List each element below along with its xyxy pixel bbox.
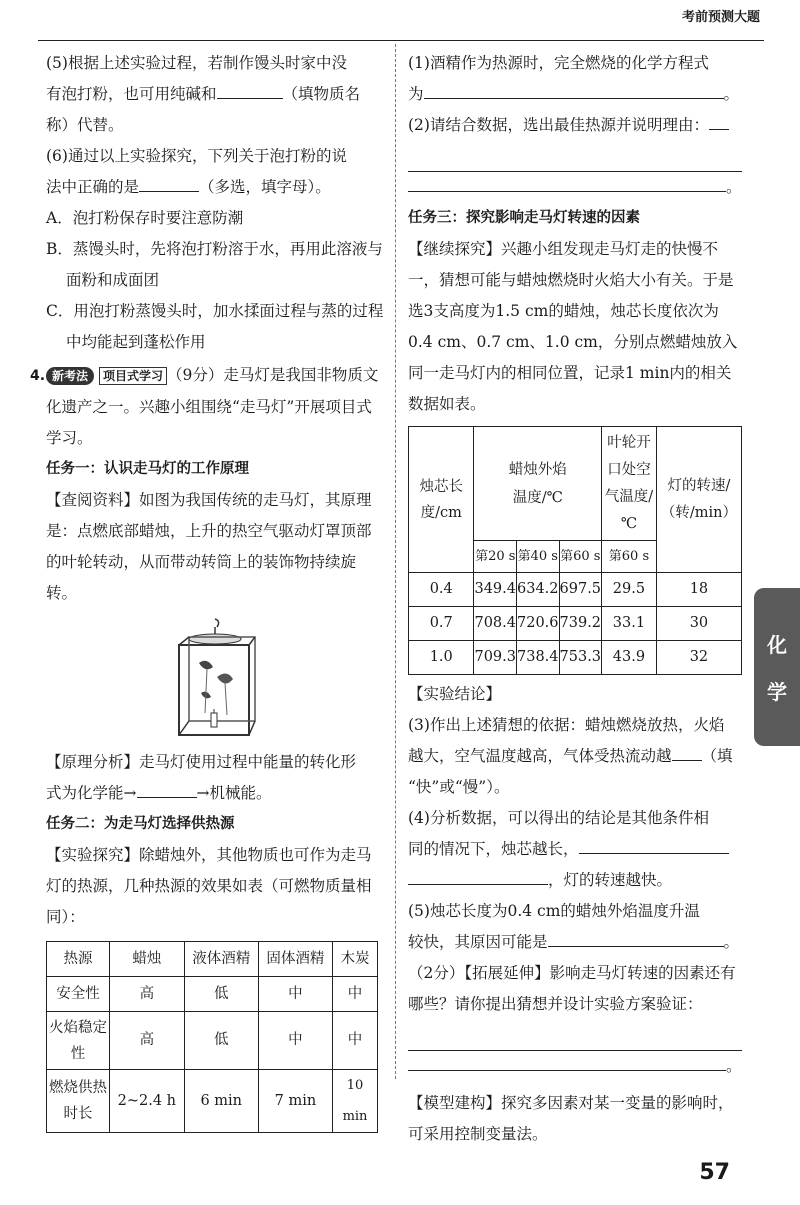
table-cell: 2~2.4 h <box>110 1070 185 1133</box>
table-header-cell: 第60 s <box>602 541 657 573</box>
r2-line1: (2)请结合数据，选出最佳热源并说明理由： <box>408 110 742 141</box>
table-cell: 32 <box>656 641 741 675</box>
answer-line[interactable] <box>408 141 742 172</box>
q6-line1: (6)通过以上实验探究，下列关于泡打粉的说 <box>46 147 347 165</box>
answer-blank[interactable] <box>548 928 724 947</box>
q6-line2: 法中正确的是 （多选，填字母）。 <box>46 172 384 203</box>
table-cell: 7 min <box>258 1070 332 1133</box>
question-number: 4. <box>30 368 46 384</box>
table-row <box>409 607 742 641</box>
table-cell: 29.5 <box>602 573 657 607</box>
r4-line3: ，灯的转速越快。 <box>408 865 742 896</box>
option-b: B．蒸馒头时，先将泡打粉溶于水，再用此溶液与面粉和成面团 <box>46 240 383 289</box>
table-header-row <box>47 942 378 977</box>
subject-tab-char: 学 <box>767 680 787 704</box>
r3-line2: 越大，空气温度越高，气体受热流动越 （填 <box>408 741 742 772</box>
answer-blank[interactable] <box>217 80 283 99</box>
table-cell: 0.7 <box>409 607 474 641</box>
table-cell: 中 <box>333 1012 378 1070</box>
answer-blank[interactable] <box>672 742 702 761</box>
table-cell: 697.5 <box>559 573 602 607</box>
option-a: A．泡打粉保存时要注意防潮 <box>46 209 244 227</box>
q5-line3: 称）代替。 <box>46 116 124 134</box>
table-cell: 708.4 <box>474 607 517 641</box>
task1-text: 【查阅资料】如图为我国传统的走马灯，其原理是：点燃底部蜡烛，上升的热空气驱动灯罩顶部的叶轮转动，从而带动转筒上的装饰物持续旋转。 <box>46 491 372 602</box>
table-row <box>409 573 742 607</box>
table-cell: 中 <box>258 1012 332 1070</box>
table-cell: 18 <box>656 573 741 607</box>
answer-blank[interactable] <box>408 866 548 885</box>
table-cell: 10 min <box>333 1070 378 1133</box>
subject-tab <box>754 588 800 746</box>
heat-source-table <box>46 941 378 1133</box>
table-cell: 0.4 <box>409 573 474 607</box>
r1-line1: (1)酒精作为热源时，完全燃烧的化学方程式 <box>408 54 709 72</box>
table-header-cell: 第20 s <box>474 541 517 573</box>
table-cell: 燃烧供热时长 <box>47 1070 110 1133</box>
task3-text: 【继续探究】兴趣小组发现走马灯走的快慢不一，猜想可能与蜡烛燃烧时火焰大小有关。于是选3支高度为1.5 cm的蜡烛，烛芯长度依次为0.4 cm、0.7 cm、1.0 cm，分别点燃蜡烛放入同一走马灯内的相同位置，记录1 min内的相关数据如表。 <box>408 240 738 413</box>
table-row <box>47 977 378 1012</box>
table-cell: 中 <box>333 977 378 1012</box>
table-header-cell: 第40 s <box>517 541 560 573</box>
table-cell: 1.0 <box>409 641 474 675</box>
table-cell: 349.4 <box>474 573 517 607</box>
analysis-line2: 式为化学能→ →机械能。 <box>46 778 384 809</box>
option-c: C．用泡打粉蒸馒头时，加水揉面过程与蒸的过程中均能起到蓬松作用 <box>46 302 384 351</box>
project-learning-tag: 项目式学习 <box>99 367 167 385</box>
table-cell: 43.9 <box>602 641 657 675</box>
r4-line2: 同的情况下，烛芯越长， <box>408 834 742 865</box>
conclusion-heading: 【实验结论】 <box>408 685 502 703</box>
table-row <box>47 1012 378 1070</box>
subject-tab-char: 化 <box>767 633 787 657</box>
table-header-cell: 蜡烛 <box>110 942 185 977</box>
table-header-cell: 灯的转速/（转/min） <box>656 427 741 573</box>
table-cell: 安全性 <box>47 977 110 1012</box>
table-header-cell: 烛芯长度/cm <box>409 427 474 573</box>
model-text: 【模型建构】探究多因素对某一变量的影响时，可采用控制变量法。 <box>408 1094 734 1143</box>
table-header-row <box>409 427 742 541</box>
task2-title: 任务二：为走马灯选择供热源 <box>46 816 235 832</box>
r3-line1: (3)作出上述猜想的依据：蜡烛燃烧放热，火焰 <box>408 716 725 734</box>
table-cell: 低 <box>184 977 258 1012</box>
right-column <box>408 48 742 1150</box>
table-cell: 739.2 <box>559 607 602 641</box>
page-number: 57 <box>699 1160 730 1185</box>
q5-line1: (5)根据上述实验过程，若制作馒头时家中没 <box>46 54 347 72</box>
table-header-cell: 固体酒精 <box>258 942 332 977</box>
table-cell: 30 <box>656 607 741 641</box>
task1-title: 任务一：认识走马灯的工作原理 <box>46 461 249 477</box>
page-header-title: 考前预测大题 <box>681 10 760 25</box>
table-cell: 6 min <box>184 1070 258 1133</box>
r2-line3: 。 <box>408 172 742 203</box>
answer-blank[interactable] <box>408 1052 726 1071</box>
left-column <box>30 48 384 1133</box>
table-header-cell: 木炭 <box>333 942 378 977</box>
r5-line2: 较快，其原因可能是 。 <box>408 927 742 958</box>
table-cell: 738.4 <box>517 641 560 675</box>
table-cell: 火焰稳定性 <box>47 1012 110 1070</box>
answer-blank[interactable] <box>424 80 724 99</box>
r4-line1: (4)分析数据，可以得出的结论是其他条件相 <box>408 809 709 827</box>
answer-blank[interactable] <box>709 111 729 130</box>
table-cell: 634.2 <box>517 573 560 607</box>
table-cell: 中 <box>258 977 332 1012</box>
wick-speed-table <box>408 426 742 675</box>
task2-text: 【实验探究】除蜡烛外，其他物质也可作为走马灯的热源，几种热源的效果如表（可燃物质量相同）： <box>46 846 372 926</box>
table-header-cell: 第60 s <box>559 541 602 573</box>
table-header-cell: 蜡烛外焰温度/℃ <box>474 427 602 541</box>
lantern-illustration <box>165 617 265 741</box>
table-cell: 高 <box>110 977 185 1012</box>
table-header-cell: 液体酒精 <box>184 942 258 977</box>
answer-blank[interactable] <box>408 173 726 192</box>
new-method-tag: 新考法 <box>46 367 94 385</box>
extension-text: （2分）【拓展延伸】影响走马灯转速的因素还有哪些？请你提出猜想并设计实验方案验证： <box>408 964 736 1013</box>
extension-end: 。 <box>408 1051 742 1082</box>
table-cell: 33.1 <box>602 607 657 641</box>
r5-line1: (5)烛芯长度为0.4 cm的蜡烛外焰温度升温 <box>408 902 700 920</box>
r3-line3: “快”或“慢”）。 <box>408 778 510 796</box>
task3-title: 任务三：探究影响走马灯转速的因素 <box>408 210 640 226</box>
table-cell: 753.3 <box>559 641 602 675</box>
answer-blank[interactable] <box>139 173 199 192</box>
table-cell: 720.6 <box>517 607 560 641</box>
table-cell: 低 <box>184 1012 258 1070</box>
answer-blank[interactable] <box>137 779 197 798</box>
r1-line2: 为 。 <box>408 79 742 110</box>
table-cell: 709.3 <box>474 641 517 675</box>
table-row <box>409 641 742 675</box>
analysis-line1: 【原理分析】走马灯使用过程中能量的转化形 <box>46 753 357 771</box>
q4-intro: 4. 新考法 项目式学习 （9分）走马灯是我国非物质文化遗产之一。兴趣小组围绕“走马灯”开展项目式学习。 <box>46 360 384 454</box>
answer-line[interactable] <box>408 1020 742 1051</box>
table-row <box>47 1070 378 1133</box>
header-rule <box>38 40 764 41</box>
column-divider <box>395 44 396 1079</box>
table-header-cell: 热源 <box>47 942 110 977</box>
table-cell: 高 <box>110 1012 185 1070</box>
q5-line2: 有泡打粉，也可用纯碱和 （填物质名 <box>46 79 384 110</box>
table-header-cell: 叶轮开口处空气温度/℃ <box>602 427 657 541</box>
answer-blank[interactable] <box>579 835 729 854</box>
